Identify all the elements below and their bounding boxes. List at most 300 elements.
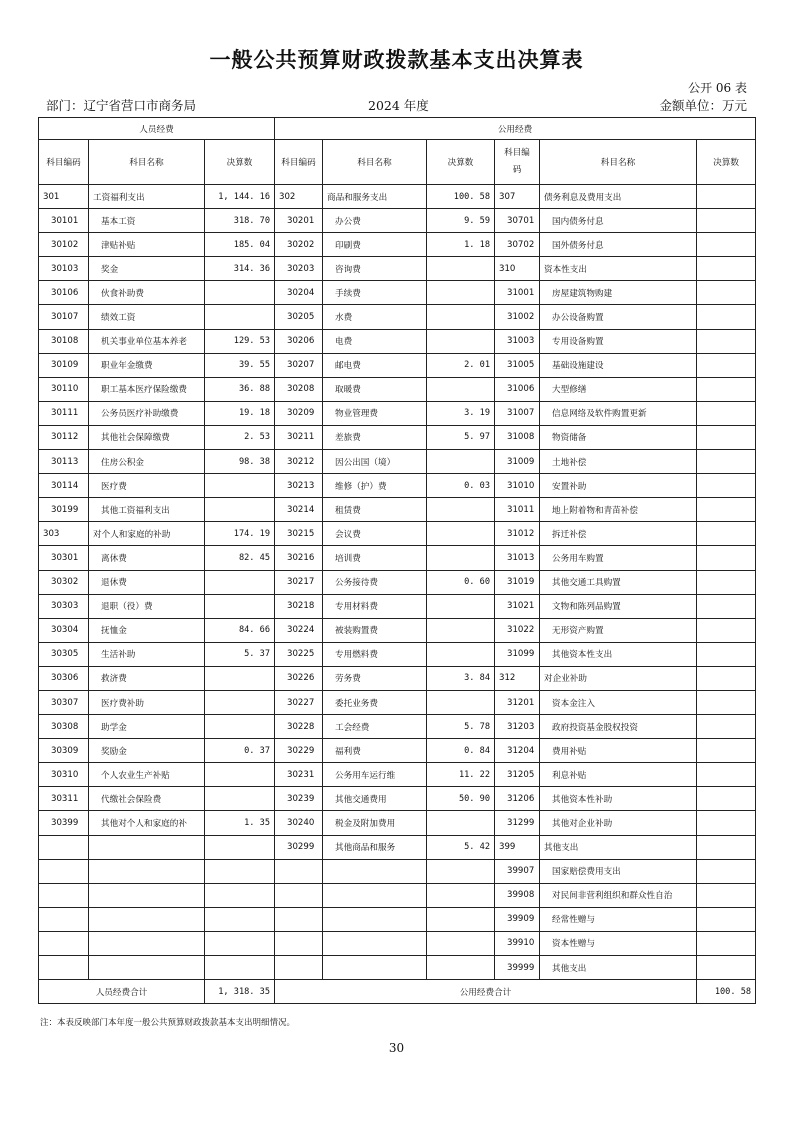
cell-p-amount: 98. 38: [205, 450, 275, 474]
cell-a-amount: [427, 931, 495, 955]
department-label: 部门：辽宁省营口市商务局: [46, 98, 197, 113]
cell-b-code: 31006: [495, 377, 540, 401]
table-row: [39, 787, 756, 811]
table-row: [39, 498, 756, 522]
cell-b-amount: [697, 305, 756, 329]
cell-a-amount: [427, 522, 495, 546]
cell-b-name: 专用设备购置: [540, 329, 697, 353]
cell-a-code: 30239: [275, 787, 323, 811]
cell-p-amount: 129. 53: [205, 329, 275, 353]
cell-b-amount: [697, 498, 756, 522]
cell-p-code: 30106: [39, 281, 89, 305]
cell-p-code: [39, 835, 89, 859]
cell-p-code: 30309: [39, 739, 89, 763]
cell-p-amount: [205, 956, 275, 980]
cell-a-amount: 3. 84: [427, 666, 495, 690]
cell-b-code: 31012: [495, 522, 540, 546]
cell-p-amount: [205, 715, 275, 739]
year-label: 2024 年度: [368, 98, 429, 113]
table-row: [39, 450, 756, 474]
cell-b-amount: [697, 474, 756, 498]
group-header-public: 公用经费: [275, 118, 756, 140]
cell-b-name: 房屋建筑物购建: [540, 281, 697, 305]
cell-p-name: 奖励金: [89, 739, 205, 763]
cell-p-code: 30305: [39, 642, 89, 666]
cell-b-code: 31099: [495, 642, 540, 666]
col-header-b-amount: 决算数: [697, 140, 756, 185]
cell-p-name: 绩效工资: [89, 305, 205, 329]
cell-a-code: 30215: [275, 522, 323, 546]
cell-a-name: 委托业务费: [323, 690, 427, 714]
cell-p-name: 基本工资: [89, 209, 205, 233]
cell-p-code: 30302: [39, 570, 89, 594]
cell-b-code: 310: [495, 257, 540, 281]
cell-b-code: 31005: [495, 353, 540, 377]
cell-b-name: 信息网络及软件购置更新: [540, 401, 697, 425]
cell-p-code: 30110: [39, 377, 89, 401]
cell-p-name: 职工基本医疗保险缴费: [89, 377, 205, 401]
cell-a-code: 30202: [275, 233, 323, 257]
cell-b-code: 31008: [495, 425, 540, 449]
cell-p-amount: [205, 281, 275, 305]
cell-b-amount: [697, 281, 756, 305]
cell-p-name: [89, 883, 205, 907]
cell-b-name: 其他资本性支出: [540, 642, 697, 666]
cell-b-amount: [697, 377, 756, 401]
cell-b-code: 31022: [495, 618, 540, 642]
cell-p-name: 伙食补助费: [89, 281, 205, 305]
cell-b-name: 公务用车购置: [540, 546, 697, 570]
col-header-b-name: 科目名称: [540, 140, 697, 185]
cell-a-name: 税金及附加费用: [323, 811, 427, 835]
cell-p-name: 抚恤金: [89, 618, 205, 642]
table-row: [39, 690, 756, 714]
cell-b-name: 经常性赠与: [540, 907, 697, 931]
cell-b-amount: [697, 931, 756, 955]
cell-a-name: 因公出国（境）: [323, 450, 427, 474]
cell-b-name: 资本金注入: [540, 690, 697, 714]
cell-p-amount: [205, 474, 275, 498]
cell-p-amount: [205, 907, 275, 931]
cell-p-amount: [205, 594, 275, 618]
cell-a-amount: 0. 60: [427, 570, 495, 594]
cell-b-amount: [697, 209, 756, 233]
cell-a-name: 手续费: [323, 281, 427, 305]
cell-a-amount: [427, 618, 495, 642]
group-header-personnel: 人员经费: [39, 118, 275, 140]
cell-p-amount: [205, 835, 275, 859]
table-row: [39, 185, 756, 209]
cell-a-code: [275, 931, 323, 955]
cell-a-name: 水费: [323, 305, 427, 329]
cell-p-amount: 174. 19: [205, 522, 275, 546]
cell-a-name: 电费: [323, 329, 427, 353]
col-header-b-code: 科目编码: [495, 140, 540, 185]
cell-p-amount: [205, 931, 275, 955]
cell-b-amount: [697, 883, 756, 907]
cell-b-name: 拆迁补偿: [540, 522, 697, 546]
cell-b-amount: [697, 450, 756, 474]
table-row: [39, 763, 756, 787]
cell-b-code: 39999: [495, 956, 540, 980]
cell-a-name: 咨询费: [323, 257, 427, 281]
cell-p-code: 30101: [39, 209, 89, 233]
cell-p-name: 退休费: [89, 570, 205, 594]
col-header-p-code: 科目编码: [39, 140, 89, 185]
personnel-total-label: 人员经费合计: [39, 980, 205, 1004]
cell-p-amount: 318. 70: [205, 209, 275, 233]
cell-b-code: 31205: [495, 763, 540, 787]
cell-a-name: [323, 883, 427, 907]
cell-a-code: 30207: [275, 353, 323, 377]
cell-b-amount: [697, 353, 756, 377]
public-total-label: 公用经费合计: [275, 980, 697, 1004]
cell-p-amount: [205, 305, 275, 329]
cell-p-code: 30113: [39, 450, 89, 474]
cell-a-amount: [427, 690, 495, 714]
cell-p-code: 30303: [39, 594, 89, 618]
cell-b-code: 31011: [495, 498, 540, 522]
cell-b-amount: [697, 257, 756, 281]
cell-p-code: 30111: [39, 401, 89, 425]
cell-p-name: 医疗费补助: [89, 690, 205, 714]
cell-a-amount: [427, 281, 495, 305]
cell-b-name: 土地补偿: [540, 450, 697, 474]
cell-b-name: 其他对企业补助: [540, 811, 697, 835]
cell-b-name: 政府投资基金股权投资: [540, 715, 697, 739]
cell-a-amount: [427, 377, 495, 401]
table-row: [39, 907, 756, 931]
cell-a-code: 30228: [275, 715, 323, 739]
table-row: [39, 715, 756, 739]
cell-a-code: 30212: [275, 450, 323, 474]
table-row: [39, 209, 756, 233]
cell-a-name: [323, 931, 427, 955]
cell-a-amount: [427, 956, 495, 980]
cell-a-amount: [427, 883, 495, 907]
personnel-total-amount: 1, 318. 35: [205, 980, 275, 1004]
cell-p-name: [89, 835, 205, 859]
cell-a-amount: 3. 19: [427, 401, 495, 425]
cell-b-name: 国内债务付息: [540, 209, 697, 233]
cell-p-amount: [205, 690, 275, 714]
cell-p-amount: 36. 88: [205, 377, 275, 401]
unit-label: 金额单位：万元: [659, 98, 747, 113]
cell-a-amount: [427, 811, 495, 835]
cell-p-name: 其他工资福利支出: [89, 498, 205, 522]
cell-b-code: 31204: [495, 739, 540, 763]
cell-a-name: [323, 859, 427, 883]
cell-a-code: [275, 907, 323, 931]
table-row: [39, 739, 756, 763]
cell-p-amount: 1, 144. 16: [205, 185, 275, 209]
table-row: [39, 377, 756, 401]
cell-a-code: 30231: [275, 763, 323, 787]
table-row: [39, 811, 756, 835]
cell-p-amount: [205, 498, 275, 522]
cell-b-amount: [697, 618, 756, 642]
cell-p-name: 住房公积金: [89, 450, 205, 474]
cell-a-amount: [427, 907, 495, 931]
cell-b-code: 30702: [495, 233, 540, 257]
cell-b-amount: [697, 690, 756, 714]
form-number: 公开 06 表: [688, 81, 747, 95]
cell-p-amount: 0. 37: [205, 739, 275, 763]
table-row: [39, 931, 756, 955]
cell-p-name: 奖金: [89, 257, 205, 281]
cell-b-amount: [697, 715, 756, 739]
cell-a-name: 维修（护）费: [323, 474, 427, 498]
cell-b-amount: [697, 185, 756, 209]
cell-a-name: 被装购置费: [323, 618, 427, 642]
cell-a-code: [275, 883, 323, 907]
cell-a-amount: [427, 305, 495, 329]
table-row: [39, 570, 756, 594]
cell-b-amount: [697, 425, 756, 449]
cell-p-code: 30399: [39, 811, 89, 835]
cell-p-name: 退职（役）费: [89, 594, 205, 618]
table-row: [39, 618, 756, 642]
table-row: [39, 281, 756, 305]
cell-p-code: 30304: [39, 618, 89, 642]
cell-b-name: 安置补助: [540, 474, 697, 498]
cell-p-amount: 1. 35: [205, 811, 275, 835]
cell-a-code: 30225: [275, 642, 323, 666]
cell-a-amount: 5. 97: [427, 425, 495, 449]
expenditure-table: [38, 117, 756, 1004]
cell-p-name: 其他对个人和家庭的补: [89, 811, 205, 835]
cell-a-name: [323, 956, 427, 980]
cell-p-code: 30108: [39, 329, 89, 353]
cell-b-amount: [697, 666, 756, 690]
table-row: [39, 401, 756, 425]
cell-a-name: 劳务费: [323, 666, 427, 690]
cell-p-amount: [205, 666, 275, 690]
cell-a-code: 30217: [275, 570, 323, 594]
cell-a-name: 租赁费: [323, 498, 427, 522]
col-header-a-name: 科目名称: [323, 140, 427, 185]
cell-a-name: 差旅费: [323, 425, 427, 449]
cell-b-code: 31001: [495, 281, 540, 305]
cell-p-name: [89, 931, 205, 955]
cell-a-amount: [427, 594, 495, 618]
cell-b-name: 大型修缮: [540, 377, 697, 401]
cell-b-name: 资本性支出: [540, 257, 697, 281]
table-row: [39, 522, 756, 546]
cell-b-code: 31009: [495, 450, 540, 474]
cell-a-amount: [427, 498, 495, 522]
cell-b-amount: [697, 546, 756, 570]
cell-a-code: 30224: [275, 618, 323, 642]
col-header-p-amount: 决算数: [205, 140, 275, 185]
cell-b-amount: [697, 763, 756, 787]
cell-p-amount: [205, 787, 275, 811]
cell-a-name: 福利费: [323, 739, 427, 763]
cell-a-code: 30216: [275, 546, 323, 570]
cell-b-code: 399: [495, 835, 540, 859]
cell-a-code: 30229: [275, 739, 323, 763]
cell-a-amount: [427, 329, 495, 353]
cell-p-name: 个人农业生产补贴: [89, 763, 205, 787]
cell-p-amount: [205, 570, 275, 594]
cell-p-code: 30306: [39, 666, 89, 690]
cell-p-code: 30301: [39, 546, 89, 570]
cell-a-code: 30204: [275, 281, 323, 305]
cell-a-name: 会议费: [323, 522, 427, 546]
cell-a-name: 公务用车运行维: [323, 763, 427, 787]
cell-b-amount: [697, 787, 756, 811]
table-row: [39, 329, 756, 353]
cell-p-amount: 82. 45: [205, 546, 275, 570]
cell-p-amount: 2. 53: [205, 425, 275, 449]
footnote: 注：本表反映部门本年度一般公共预算财政拨款基本支出明细情况。: [40, 1018, 296, 1028]
cell-a-code: 30209: [275, 401, 323, 425]
table-row: [39, 594, 756, 618]
cell-a-name: 办公费: [323, 209, 427, 233]
table-row: [39, 642, 756, 666]
cell-p-amount: 5. 37: [205, 642, 275, 666]
cell-p-code: 30112: [39, 425, 89, 449]
cell-p-amount: [205, 883, 275, 907]
cell-b-amount: [697, 401, 756, 425]
cell-p-amount: 19. 18: [205, 401, 275, 425]
cell-b-code: 31002: [495, 305, 540, 329]
page-title: 一般公共预算财政拨款基本支出决算表: [209, 48, 584, 72]
cell-a-amount: [427, 257, 495, 281]
cell-b-amount: [697, 329, 756, 353]
cell-b-amount: [697, 907, 756, 931]
cell-b-code: 31021: [495, 594, 540, 618]
cell-b-name: 基础设施建设: [540, 353, 697, 377]
cell-b-amount: [697, 956, 756, 980]
cell-a-name: 工会经费: [323, 715, 427, 739]
cell-a-amount: 5. 42: [427, 835, 495, 859]
cell-a-code: 30218: [275, 594, 323, 618]
cell-a-name: 商品和服务支出: [323, 185, 427, 209]
cell-b-code: 31010: [495, 474, 540, 498]
cell-b-code: 39907: [495, 859, 540, 883]
cell-p-code: [39, 931, 89, 955]
public-total-amount: 100. 58: [697, 980, 756, 1004]
cell-b-code: 31299: [495, 811, 540, 835]
cell-p-code: [39, 859, 89, 883]
cell-b-code: 39909: [495, 907, 540, 931]
col-header-a-amount: 决算数: [427, 140, 495, 185]
cell-b-amount: [697, 642, 756, 666]
cell-b-name: 其他资本性补助: [540, 787, 697, 811]
cell-p-code: 303: [39, 522, 89, 546]
table-row: [39, 956, 756, 980]
cell-a-code: [275, 956, 323, 980]
cell-b-code: 31007: [495, 401, 540, 425]
cell-b-amount: [697, 859, 756, 883]
cell-a-code: 30227: [275, 690, 323, 714]
cell-p-name: 医疗费: [89, 474, 205, 498]
cell-p-name: 对个人和家庭的补助: [89, 522, 205, 546]
table-row: [39, 305, 756, 329]
cell-p-code: 30107: [39, 305, 89, 329]
cell-b-amount: [697, 811, 756, 835]
cell-p-code: 301: [39, 185, 89, 209]
col-header-p-name: 科目名称: [89, 140, 205, 185]
cell-a-amount: 50. 90: [427, 787, 495, 811]
cell-p-code: [39, 956, 89, 980]
cell-a-code: 30206: [275, 329, 323, 353]
cell-p-name: 津贴补贴: [89, 233, 205, 257]
cell-p-name: [89, 859, 205, 883]
cell-p-amount: [205, 859, 275, 883]
cell-p-name: 代缴社会保险费: [89, 787, 205, 811]
cell-b-amount: [697, 522, 756, 546]
cell-b-code: 39910: [495, 931, 540, 955]
cell-b-amount: [697, 570, 756, 594]
cell-a-code: 30299: [275, 835, 323, 859]
cell-b-code: 31206: [495, 787, 540, 811]
cell-b-name: 其他交通工具购置: [540, 570, 697, 594]
cell-p-amount: [205, 763, 275, 787]
cell-p-name: 工资福利支出: [89, 185, 205, 209]
cell-a-amount: 9. 59: [427, 209, 495, 233]
cell-a-code: 30213: [275, 474, 323, 498]
cell-a-code: 30205: [275, 305, 323, 329]
cell-a-amount: 2. 01: [427, 353, 495, 377]
cell-b-name: 办公设备购置: [540, 305, 697, 329]
cell-p-name: 机关事业单位基本养老: [89, 329, 205, 353]
cell-p-name: 救济费: [89, 666, 205, 690]
cell-a-amount: 100. 58: [427, 185, 495, 209]
cell-a-name: 取暖费: [323, 377, 427, 401]
cell-p-code: 30199: [39, 498, 89, 522]
table-row: [39, 233, 756, 257]
cell-p-amount: 39. 55: [205, 353, 275, 377]
cell-b-code: 31013: [495, 546, 540, 570]
cell-b-amount: [697, 739, 756, 763]
cell-b-amount: [697, 594, 756, 618]
cell-a-code: [275, 859, 323, 883]
cell-p-code: 30307: [39, 690, 89, 714]
cell-p-name: 生活补助: [89, 642, 205, 666]
cell-b-amount: [697, 835, 756, 859]
table-row: [39, 835, 756, 859]
cell-p-amount: 84. 66: [205, 618, 275, 642]
cell-b-code: 39908: [495, 883, 540, 907]
cell-a-name: 专用燃料费: [323, 642, 427, 666]
cell-b-code: 31203: [495, 715, 540, 739]
cell-a-code: 30214: [275, 498, 323, 522]
cell-a-name: 其他商品和服务: [323, 835, 427, 859]
cell-a-amount: 11. 22: [427, 763, 495, 787]
table-row: [39, 859, 756, 883]
cell-b-name: 资本性赠与: [540, 931, 697, 955]
cell-p-amount: 185. 04: [205, 233, 275, 257]
cell-b-amount: [697, 233, 756, 257]
cell-b-code: 312: [495, 666, 540, 690]
cell-p-name: [89, 907, 205, 931]
cell-a-code: 302: [275, 185, 323, 209]
cell-p-code: 30311: [39, 787, 89, 811]
cell-a-name: 邮电费: [323, 353, 427, 377]
cell-p-name: 职业年金缴费: [89, 353, 205, 377]
cell-a-name: [323, 907, 427, 931]
cell-b-name: 国外债务付息: [540, 233, 697, 257]
col-header-a-code: 科目编码: [275, 140, 323, 185]
cell-a-name: 培训费: [323, 546, 427, 570]
cell-a-amount: 0. 03: [427, 474, 495, 498]
table-row: [39, 546, 756, 570]
cell-p-code: 30109: [39, 353, 89, 377]
page-number: 30: [388, 1041, 405, 1055]
cell-a-amount: [427, 859, 495, 883]
